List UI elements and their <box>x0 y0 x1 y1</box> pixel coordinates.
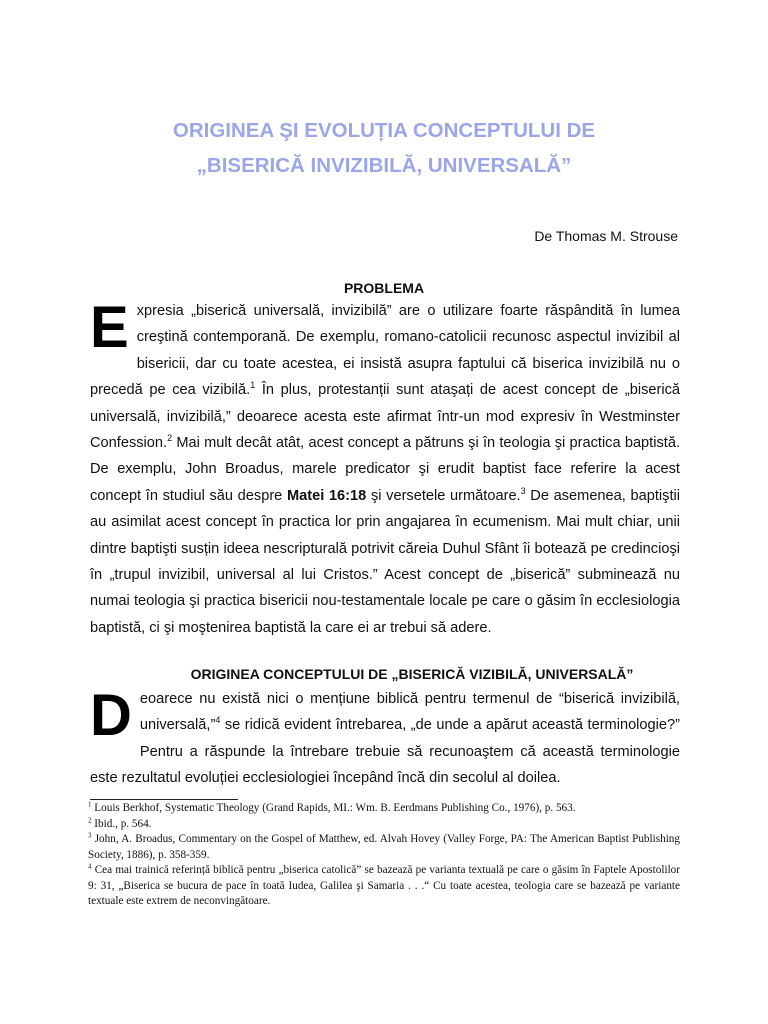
footnote-text: Ibid., p. 564. <box>91 817 152 830</box>
footnote-text: Cea mai trainică referință biblică pentru „biserica catolică” se bazează pe varianta textuală pe care o găsim în Faptele Apostolilor 9: 31, „Biserica se bucura de pace în toată Iudea, Galilea şi Samaria . . .“ Cu toate acestea, teologia care se bazează pe variante textuale este extrem de neconvingătoare. <box>88 864 680 907</box>
footnote-3 <box>88 832 680 863</box>
author-byline: De Thomas M. Strouse <box>534 228 678 244</box>
paragraph-text: În plus, protestanții sunt ataşați de acest concept de „biserică universală, invizibilă,” deoarece acesta este afirmat într-un mod expresiv în Westminster Confession. <box>90 382 681 452</box>
paragraph-text: xpresia „biserică universală, invizibilă” are o utilizare foarte răspândită în lumea creştină contemporană. De exemplu, romano-catolicii recunosc aspectul invizibil al bisericii, dar cu toate acestea, ei insistă asupra faptului că biserica invizibilă nu o precedă pe cea vizibilă. <box>90 303 680 399</box>
paragraph-text: se ridică evident întrebarea, „de unde a apărut această terminologie?” Pentru a răspunde la întrebare trebuie să recunoaştem că această terminologie este rezultatul evoluției ecclesiologiei începând încă din secolul al doilea. <box>90 717 680 787</box>
scripture-reference: Matei 16:18 <box>286 487 367 504</box>
footnote-ref-4[interactable]: 4 <box>215 715 221 726</box>
paragraph-text: eoarece nu există nici o mențiune biblică pentru termenul de “biserică invizibilă, universală,” <box>139 691 680 734</box>
document-title-line-1: ORIGINEA ŞI EVOLUȚIA CONCEPTULUI DE <box>172 119 596 142</box>
paragraph-text: Mai mult decât atât, acest concept a pătruns şi în teologia şi practica baptistă. De exemplu, John Broadus, marele predicator şi erudit baptist face referire la acest concept în studiul său despre <box>90 435 680 504</box>
drop-cap-d: D <box>90 686 132 748</box>
footnote-2 <box>88 817 680 833</box>
paragraph-originea <box>90 686 680 792</box>
paragraph-problema <box>90 295 681 641</box>
footnote-4 <box>88 863 680 910</box>
footnote-number: 4 <box>88 862 92 871</box>
footnotes <box>88 801 680 910</box>
footnote-1 <box>88 801 680 817</box>
footnote-ref-3[interactable]: 3 <box>520 485 526 496</box>
footnote-text: John, A. Broadus, Commentary on the Gospel of Matthew, ed. Alvah Hovey (Valley Forge, PA: The American Baptist Publishing Society, 1886), p. 358-359. <box>88 833 680 861</box>
footnote-ref-1[interactable]: 1 <box>250 380 256 391</box>
paragraph-text: şi versetele următoare. <box>366 487 521 504</box>
footnote-number: 2 <box>88 815 92 824</box>
footnote-number: 1 <box>88 800 92 809</box>
section-heading-problema: PROBLEMA <box>343 280 425 296</box>
footnote-separator <box>90 799 238 800</box>
paragraph-text: De asemenea, baptiştii au asimilat acest concept în practica lor prin angajarea în ecumenism. Mai mult chiar, unii dintre baptişti susțin ideea nescripturală potrivit căreia Duhul Sfânt îi botează pe credincioşi în „trupul invizibil, universal al lui Cristos.” Acest concept de „biserică” subminează nu numai teologia şi practica bisericii nou-testamentale locale pe care o găsim în ecclesiologia baptistă, ci şi moştenirea baptistă la care ei ar trebui să adere. <box>90 487 680 636</box>
drop-cap-e: E <box>90 295 129 360</box>
footnote-text: Louis Berkhof, Systematic Theology (Grand Rapids, MI.: Wm. B. Eerdmans Publishing Co., 1976), p. 563. <box>91 802 576 814</box>
footnote-ref-2[interactable]: 2 <box>167 433 173 444</box>
document-title-line-2: „BISERICĂ INVIZIBILĂ, UNIVERSALĂ” <box>196 154 572 177</box>
footnote-number: 3 <box>88 831 92 840</box>
section-heading-originea: ORIGINEA CONCEPTULUI DE „BISERICĂ VIZIBILĂ, UNIVERSALĂ” <box>190 666 634 682</box>
